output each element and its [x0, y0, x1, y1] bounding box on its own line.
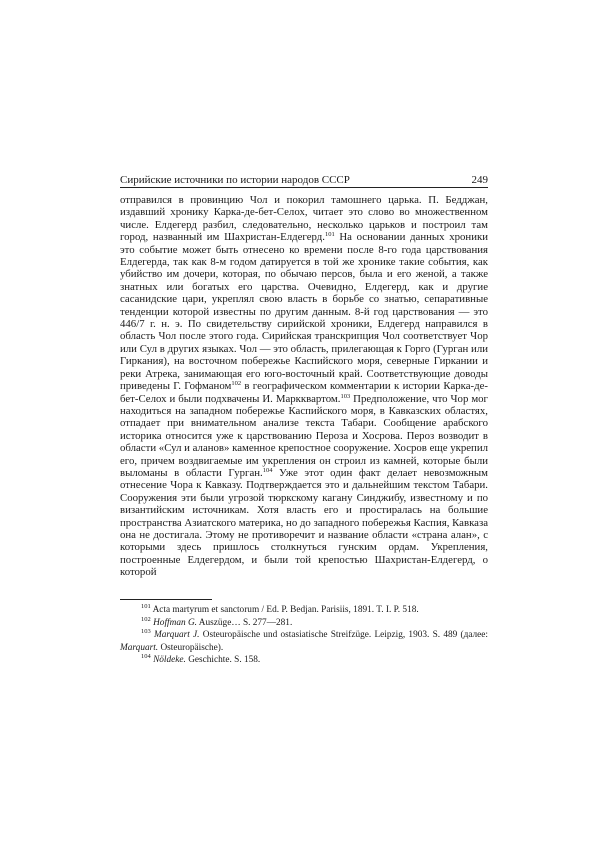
footnote-text: Geschichte. S. 158.	[185, 655, 261, 666]
running-title: Сирийские источники по истории народов СССР	[120, 174, 350, 186]
footnote-ref: 104	[262, 466, 273, 474]
footnote	[120, 604, 488, 617]
footnote-ref: 103	[340, 392, 351, 400]
footnote	[120, 617, 488, 630]
main-text	[120, 194, 488, 579]
footnote-author: Marquart J.	[154, 630, 200, 641]
footnote-text: Osteuropäische).	[158, 642, 224, 653]
footnote-separator	[120, 599, 212, 600]
body-paragraph	[120, 194, 488, 579]
text-run: На основании данных хроники это событие может быть отнесено ко времени после 8-го года царствования Елдегерда, так как 8-м годом датируется в той же хронике такие события, как убийство им дочери, которая, по обычаю персов, была и его женой, а также знатных или богатых его царства. Очевидно, Елдегерд, как и другие сасанидские цари, укреплял свою власть в борьбе со знатью, сепаративные тенденции которой известны по другим данным. 8-й год царствования — это 446/7 г. н. э. По свидетельству сирийской хроники, Елдегерд направился в область Чол после этого года. Сирийская транскрипция Чол соответствует Чор или Сул в других языках. Чол — это область, прилегающая к Горго (Гурган или Гиркания), на восточном побережье Каспийского моря, северные Гиркании и реки Атрека, занимающая его юго-восточный край. Соответствующие доводы приведены Г. Гофманом	[120, 231, 488, 393]
footnote	[120, 629, 488, 654]
text-run: в географическом комментарии к истории Карка-де-бет-Селох и были подхвачены И. Маркквартом.	[120, 380, 488, 405]
footnote-text: Auszüge… S. 277—281.	[196, 617, 293, 628]
footnote-author: Nöldeke.	[153, 655, 186, 666]
text-run: Уже этот один факт делает невозможным отнесение Чора к Кавказу. Подтверждается это и дальнейшим текстом Табари. Сооружения эти были угрозой тюркскому кагану Синджибу, известному и по византийским источникам. Хотя власть его и простиралась на большие пространства Азиатского материка, но до западного побережья Каспия, Кавказа она не достигала. Этому не противоречит и название области «страна алан», с которыми здесь пришлось столкнуться гунским ордам. Укрепления, построенные Елдегердом, и были той крепостью Шахристан-Елдегерд, о которой	[120, 466, 488, 579]
page-number: 249	[471, 174, 488, 186]
footnote-number: 102	[141, 615, 151, 623]
footnote-number: 101	[141, 603, 151, 610]
footnote-text: Osteuropäische und ostasiatische Streifzüge. Leipzig, 1903. S. 489 (далее:	[199, 630, 489, 641]
running-header	[120, 173, 488, 188]
footnote-number: 103	[141, 628, 151, 636]
footnote-ref: 101	[324, 231, 335, 239]
footnote-author: Marquart.	[120, 642, 159, 653]
footnotes	[120, 604, 488, 667]
footnote-ref: 102	[231, 380, 242, 388]
footnote	[120, 654, 488, 667]
footnote-number: 104	[141, 653, 151, 661]
footnote-text: Acta martyrum et sanctorum / Ed. P. Bedjan. Parisiis, 1891. T. I. P. 518.	[152, 605, 419, 615]
text-run: Предположение, что Чор мог находиться на западном побережье Каспийского моря, в Кавказских областях, отпадает при внимательном анализе текста Табари. Сообщение арабского историка относится уже к царствованию Пероза и Хосрова. Пероз возводит в области «Сул и аланов» каменное крепостное сооружение. Хосров еще укрепил его, причем воздвигаемые им укрепления он строил из камней, которые были выломаны в области Гурган.	[120, 392, 488, 479]
text-run: отправился в провинцию Чол и покорил тамошнего царька. П. Бедджан, издавший хронику Карка-де-бет-Селох, читает это слово во множественном числе. Елдегерд разбил, следовательно, несколько царьков и построил там город, названный им Шахристан-Елдегерд.	[120, 194, 488, 244]
footnote-author: Hoffman G.	[153, 617, 197, 628]
